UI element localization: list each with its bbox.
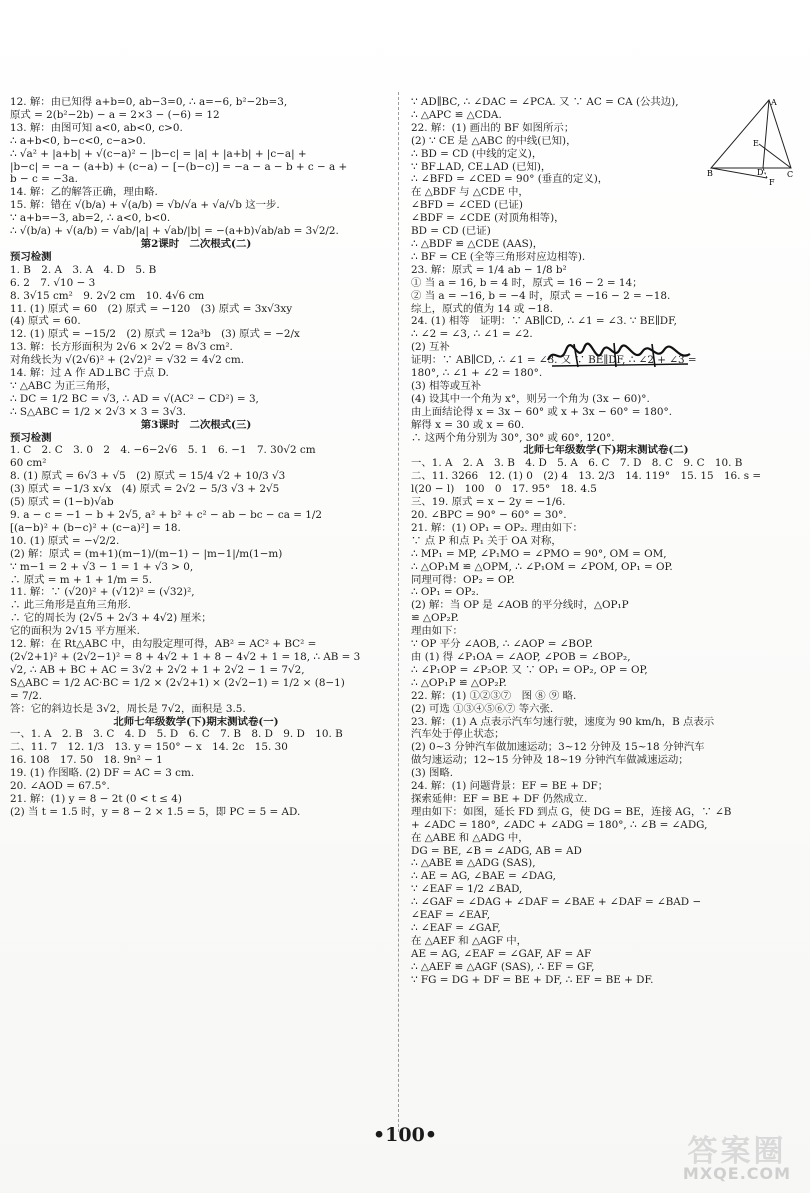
right-column-line: ∠BDF = ∠CDE (对顶角相等)，	[411, 212, 565, 225]
left-column-line: 二、11. 7 12. 1/3 13. y = 150° − x 14. 2c 15. 30	[10, 741, 288, 754]
left-column-line: [(a−b)² + (b−c)² + (c−a)²] = 18.	[10, 521, 181, 534]
left-column-line: 11. (1) 原式 = 60 (2) 原式 = −120 (3) 原式 = 3x√3xy	[10, 302, 293, 315]
right-column-line: 由 (1) 得 ∠P₁OA = ∠AOP, ∠POB = ∠BOP₂,	[411, 650, 631, 663]
left-column-line: 第3课时 二次根式(三)	[140, 418, 252, 431]
right-column-line: ∴ △OP₁M ≌ △OPM, ∴ ∠P₁OM = ∠POM, OP₁ = OP.	[411, 560, 673, 573]
handwriting-scribble	[544, 340, 694, 370]
right-column-line: (3) 图略.	[411, 767, 454, 780]
left-column-line: 原式 = 2(b²−2b) − a = 2×3 − (−6) = 12	[10, 108, 220, 121]
label-c: C	[787, 170, 794, 179]
right-column-line: 22. 解：(1) 画出的 BF 如图所示；	[411, 121, 575, 134]
right-column-line: 21. 解：(1) OP₁ = OP₂. 理由如下：	[411, 521, 583, 534]
left-column-line: (2) 当 t = 1.5 时，y = 8 − 2 × 1.5 = 5，即 PC = 5 = AD.	[10, 805, 301, 818]
right-column-line: 在 △AEF 和 △AGF 中，	[411, 934, 528, 947]
left-column-line: b − c = −3a.	[10, 173, 78, 186]
right-column-line: ∴ BF = CE (全等三角形对应边相等).	[411, 250, 586, 263]
right-column-line: + ∠ADC = 180°, ∠ADC + ∠ADG = 180°, ∴ ∠B = ∠ADG,	[411, 818, 708, 831]
right-column-line: ∴ AE = AG, ∠BAE = ∠DAG,	[411, 870, 556, 883]
right-column-line: ∴ ∠BFD = ∠CED = 90° (垂直的定义)，	[411, 173, 609, 186]
right-column-line: 做匀速运动；12~15 分钟及 18~19 分钟汽车做减速运动；	[411, 754, 689, 767]
left-column-line: (4) 原式 = 60.	[10, 315, 81, 328]
right-column-line: DG = BE, ∠B = ∠ADG, AB = AD	[411, 844, 582, 857]
page-number: •100•	[373, 1124, 437, 1146]
left-column-line: 20. ∠AOD = 67.5°.	[10, 780, 110, 793]
right-column-line: ∴ ∠GAF = ∠DAG + ∠DAF = ∠BAE + ∠DAF = ∠BAD −	[411, 896, 702, 909]
label-f: F	[769, 178, 775, 186]
right-column-line: 在 △BDF 与 △CDE 中，	[411, 186, 529, 199]
right-column-line: ∠EAF = ∠EAF,	[411, 909, 491, 922]
left-column-line: ∴ S△ABC = 1/2 × 2√3 × 3 = 3√3.	[10, 405, 186, 418]
left-column-line: 12. (1) 原式 = −15/2 (2) 原式 = 12a³b (3) 原式 = −2/x	[10, 328, 300, 341]
right-column-line: 在 △ABE 和 △ADG 中，	[411, 831, 529, 844]
left-column-line: |b−c| = −a − (a+b) + (c−a) − [−(b−c)] = −a − a − b + c − a +	[10, 160, 348, 173]
right-column-line: 三、19. 原式 = x − 2y = −1/6.	[411, 496, 566, 509]
left-column-line: ∵ m−1 = 2 + √3 − 1 = 1 + √3 > 0,	[10, 560, 194, 573]
left-column-line: 15. 解：错在 √(b/a) + √(a/b) = √b/√a + √a/√b 这一步.	[10, 199, 280, 212]
left-column-line: 14. 解：过 A 作 AD⊥BC 于点 D.	[10, 367, 169, 380]
left-column-line: 1. C 2. C 3. 0 2 4. −6−2√6 5. 1 6. −1 7. 30√2 cm	[10, 444, 316, 457]
right-column-line: (2) ∵ CE 是 △ABC 的中线(已知)，	[411, 134, 577, 147]
label-b: B	[707, 169, 713, 178]
right-column-line: ∴ △ABE ≌ △ADG (SAS),	[411, 857, 536, 870]
triangle-figure	[707, 96, 795, 186]
left-column-line: 12. 解：在 Rt△ABC 中，由勾股定理可得，AB² = AC² + BC² =	[10, 638, 317, 651]
left-column-line: 第2课时 二次根式(二)	[140, 237, 252, 250]
watermark	[672, 1126, 802, 1188]
right-column-line: ∵ AD∥BC, ∴ ∠DAC = ∠PCA. 又 ∵ AC = CA (公共边),	[411, 96, 679, 108]
right-column-line: 探索延伸：EF = BE + DF 仍然成立.	[411, 792, 588, 805]
left-column-line: 19. (1) 作图略. (2) DF = AC = 3 cm.	[10, 767, 195, 780]
watermark-logo: 答案圈	[687, 1134, 787, 1169]
right-column-line: 综上，原式的值为 14 或 −18.	[411, 302, 553, 315]
left-column-line: 8. (1) 原式 = 6√3 + √5 (2) 原式 = 15/4 √2 + 10/3 √3	[10, 470, 286, 483]
right-column-line: 理由如下：	[411, 625, 463, 638]
right-column-line: 23. 解：原式 = 1/4 ab − 1/8 b²	[411, 263, 567, 276]
left-column-line: 10. (1) 原式 = −√2/2.	[10, 534, 120, 547]
right-column-line: ∴ MP₁ = MP, ∠P₁MO = ∠PMO = 90°, OM = OM,	[411, 547, 667, 560]
left-column-line: ∴ √a² + |a+b| + √(c−a)² − |b−c| = |a| + |a+b| + |c−a| +	[10, 147, 307, 160]
right-column-line: (2) 0~3 分钟汽车做加速运动；3~12 分钟及 15~18 分钟汽车	[411, 741, 705, 754]
left-column-line: (3) 原式 = −1/3 x√x (4) 原式 = 2√2 − 5/3 √3 + 2√5	[10, 483, 280, 496]
right-column-line: ∴ △OP₁P ≌ △OP₂P.	[411, 676, 507, 689]
label-e: E	[753, 139, 759, 148]
left-column-line: 6. 2 7. √10 − 3	[10, 276, 96, 289]
left-column-line: 16. 108 17. 50 18. 9n² − 1	[10, 754, 163, 767]
left-column-line: 12. 解：由已知得 a+b=0, ab−3=0, ∴ a=−6, b²−2b=3,	[10, 96, 288, 108]
right-column-line: ∴ ∠EAF = ∠GAF,	[411, 922, 501, 934]
right-column-line: l(20 − l) 100 0 17. 95° 18. 4.5	[411, 483, 597, 496]
right-column-line: 二、11. 3266 12. (1) 0 (2) 4 13. 2/3 14. 119° 15. 15 16. s =	[411, 470, 762, 483]
right-column-line: ∴ △APC ≌ △CDA.	[411, 108, 502, 121]
right-column-line: 24. 解：(1) 问题背景：EF = BE + DF；	[411, 780, 609, 793]
right-column-line: AE = AG, ∠EAF = ∠GAF, AF = AF	[411, 947, 592, 960]
left-column-line: 8. 3√15 cm² 9. 2√2 cm 10. 4√6 cm	[10, 289, 205, 302]
left-column-line: 它的面积为 2√15 平方厘米.	[10, 625, 140, 638]
left-column-line: ∴ 原式 = m + 1 + 1/m = 5.	[10, 573, 153, 586]
left-column-line: 预习检测	[10, 431, 52, 444]
left-column-line: 1. B 2. A 3. A 4. D 5. B	[10, 263, 157, 276]
left-column-line: 11. 解：∵ (√20)² + (√12)² = (√32)²,	[10, 586, 195, 599]
right-column-line: (4) 设其中一个角为 x°，则另一个角为 (3x − 60)°.	[411, 392, 650, 405]
left-column-line: 北师七年级数学(下)期末测试卷(一)	[113, 715, 279, 728]
left-column-line: (2) 解：原式 = (m+1)(m−1)/(m−1) − |m−1|/m(1−m)	[10, 547, 283, 560]
left-column-line: ∴ DC = 1/2 BC = √3, ∴ AD = √(AC² − CD²) = 3,	[10, 392, 259, 405]
left-column-line: 一、1. A 2. B 3. C 4. D 5. D 6. C 7. B 8. D 9. D 10. B	[10, 728, 343, 741]
left-column-line: 60 cm²	[10, 457, 47, 470]
right-column-line: ∵ FG = DG + DF = BE + DF, ∴ EF = BE + DF.	[411, 973, 654, 986]
right-column-line: ∴ △AEF ≌ △AGF (SAS), ∴ EF = GF,	[411, 960, 595, 973]
left-column-line: ∴ a+b<0, b−c<0, c−a>0.	[10, 134, 146, 147]
right-column-line: ∠BFD = ∠CED (已证)	[411, 199, 523, 212]
left-column-line: 预习检测	[10, 250, 52, 263]
right-column-line: 180°, ∴ ∠1 + ∠2 = 180°.	[411, 367, 543, 380]
left-column-line: ∵ a+b=−3, ab=2, ∴ a<0, b<0.	[10, 212, 171, 225]
right-column-line: ② 当 a = −16, b = −4 时，原式 = −16 − 2 = −18.	[411, 289, 671, 302]
left-column-line: ∴ 此三角形是直角三角形.	[10, 599, 131, 612]
left-column-line: (5) 原式 = (1−b)√ab	[10, 496, 114, 509]
right-column-line: ∵ ∠EAF = 1/2 ∠BAD,	[411, 883, 523, 896]
right-column-line: ∴ ∠2 = ∠3, ∴ ∠1 = ∠2.	[411, 328, 533, 341]
right-column-line: ∵ OP 平分 ∠AOB, ∴ ∠AOP = ∠BOP.	[411, 638, 593, 651]
left-column-line: 答：它的斜边长是 3√2，周长是 7√2，面积是 3.5.	[10, 702, 246, 715]
right-column-line: 一、1. A 2. A 3. B 4. D 5. A 6. C 7. D 8. C 9. C 10. B	[411, 457, 743, 470]
column-divider	[398, 92, 399, 1132]
watermark-url: MXQE.COM	[682, 1164, 792, 1183]
right-column-line: 汽车处于停止状态；	[411, 728, 505, 741]
right-column-line: ∴ △BDF ≌ △CDE (AAS)，	[411, 237, 544, 250]
left-column-line: 对角线长为 √(2√6)² + (2√2)² = √32 = 4√2 cm.	[10, 354, 245, 367]
left-column-line: ∴ 它的周长为 (2√5 + 2√3 + 4√2) 厘米；	[10, 612, 212, 625]
right-column-line: 理由如下：如图，延长 FD 到点 G，使 DG = BE，连接 AG，∵ ∠B	[411, 805, 732, 818]
left-column	[10, 96, 382, 819]
left-column-line: 14. 解：乙的解答正确，理由略.	[10, 186, 158, 199]
left-column-line: S△ABC = 1/2 AC·BC = 1/2 × (2√2+1) × (2√2−1) = 1/2 × (8−1)	[10, 676, 345, 689]
right-column-line: ∴ ∠P₁OP = ∠P₂OP. 又 ∵ OP₁ = OP₂, OP = OP,	[411, 663, 648, 676]
left-column-line: √2, ∴ AB + BC + AC = 3√2 + 2√2 + 1 + 2√2 − 1 = 7√2,	[10, 663, 305, 676]
label-a: A	[771, 98, 777, 107]
label-d: D	[757, 168, 764, 177]
right-column-line: (2) 可选 ①③④⑤⑥⑦ 等六张.	[411, 702, 554, 715]
left-column-line: (2√2+1)² + (2√2−1)² = 8 + 4√2 + 1 + 8 − 4√2 + 1 = 18, ∴ AB = 3	[10, 650, 361, 663]
left-column-line: 13. 解：由图可知 a<0, ab<0, c>0.	[10, 121, 183, 134]
right-column-line: 由上面结论得 x = 3x − 60° 或 x + 3x − 60° = 180°.	[411, 405, 673, 418]
left-column-line: ∵ △ABC 为正三角形，	[10, 379, 117, 392]
left-column-line: = 7/2.	[10, 689, 43, 702]
right-column-line: ∴ BD = CD (中线的定义)，	[411, 147, 543, 160]
left-column-line: 13. 解：长方形面积为 2√6 × 2√2 = 8√3 cm².	[10, 341, 233, 354]
right-column-line: ∵ 点 P 和点 P₁ 关于 OA 对称，	[411, 534, 562, 547]
top-margin	[0, 0, 810, 22]
right-column	[411, 96, 801, 987]
right-column-line: ∴ 这两个角分别为 30°, 30° 或 60°, 120°.	[411, 431, 615, 444]
right-column-line: 同理可得：OP₂ = OP.	[411, 573, 515, 586]
right-column-line: 22. 解：(1) ①②③⑦ 图 ⑧ ⑨ 略.	[411, 689, 577, 702]
right-column-line: ∵ BF⊥AD, CE⊥AD (已知)，	[411, 160, 552, 173]
right-column-line: BD = CD (已证)	[411, 225, 491, 238]
right-column-line: ≌ △OP₂P.	[411, 612, 459, 625]
right-column-line: (2) 解：当 OP 是 ∠AOB 的平分线时，△OP₁P	[411, 599, 629, 612]
right-column-line: 证明：∵ AB∥CD, ∴ ∠1 = ∠3. 又 ∵ BE∥DF, ∴ ∠2 + ∠3 =	[411, 354, 697, 367]
right-column-line: 北师七年级数学(下)期末测试卷(二)	[523, 444, 689, 457]
right-column-line: (2) 互补	[411, 341, 450, 354]
right-column-line: ∴ OP₁ = OP₂.	[411, 586, 479, 599]
right-column-line: 20. ∠BPC = 90° − 60° = 30°.	[411, 509, 567, 521]
left-column-line: ∴ √(b/a) + √(a/b) = √ab/|a| + √ab/|b| = −(a+b)√ab/ab = 3√2/2.	[10, 225, 339, 238]
right-column-line: (3) 相等或互补	[411, 379, 481, 392]
left-column-line: 21. 解：(1) y = 8 − 2t (0 < t ≤ 4)	[10, 792, 182, 805]
right-column-line: ① 当 a = 16, b = 4 时，原式 = 16 − 2 = 14；	[411, 276, 643, 289]
right-column-line: 解得 x = 30 或 x = 60.	[411, 418, 525, 431]
right-column-line: 23. 解：(1) A 点表示汽车匀速行驶，速度为 90 km/h，B 点表示	[411, 715, 715, 728]
right-column-line: 24. (1) 相等 证明：∵ AB∥CD, ∴ ∠1 = ∠3. ∵ BE∥DF,	[411, 315, 677, 328]
left-column-line: 9. a − c = −1 − b + 2√5, a² + b² + c² − ab − bc − ca = 1/2	[10, 509, 322, 521]
